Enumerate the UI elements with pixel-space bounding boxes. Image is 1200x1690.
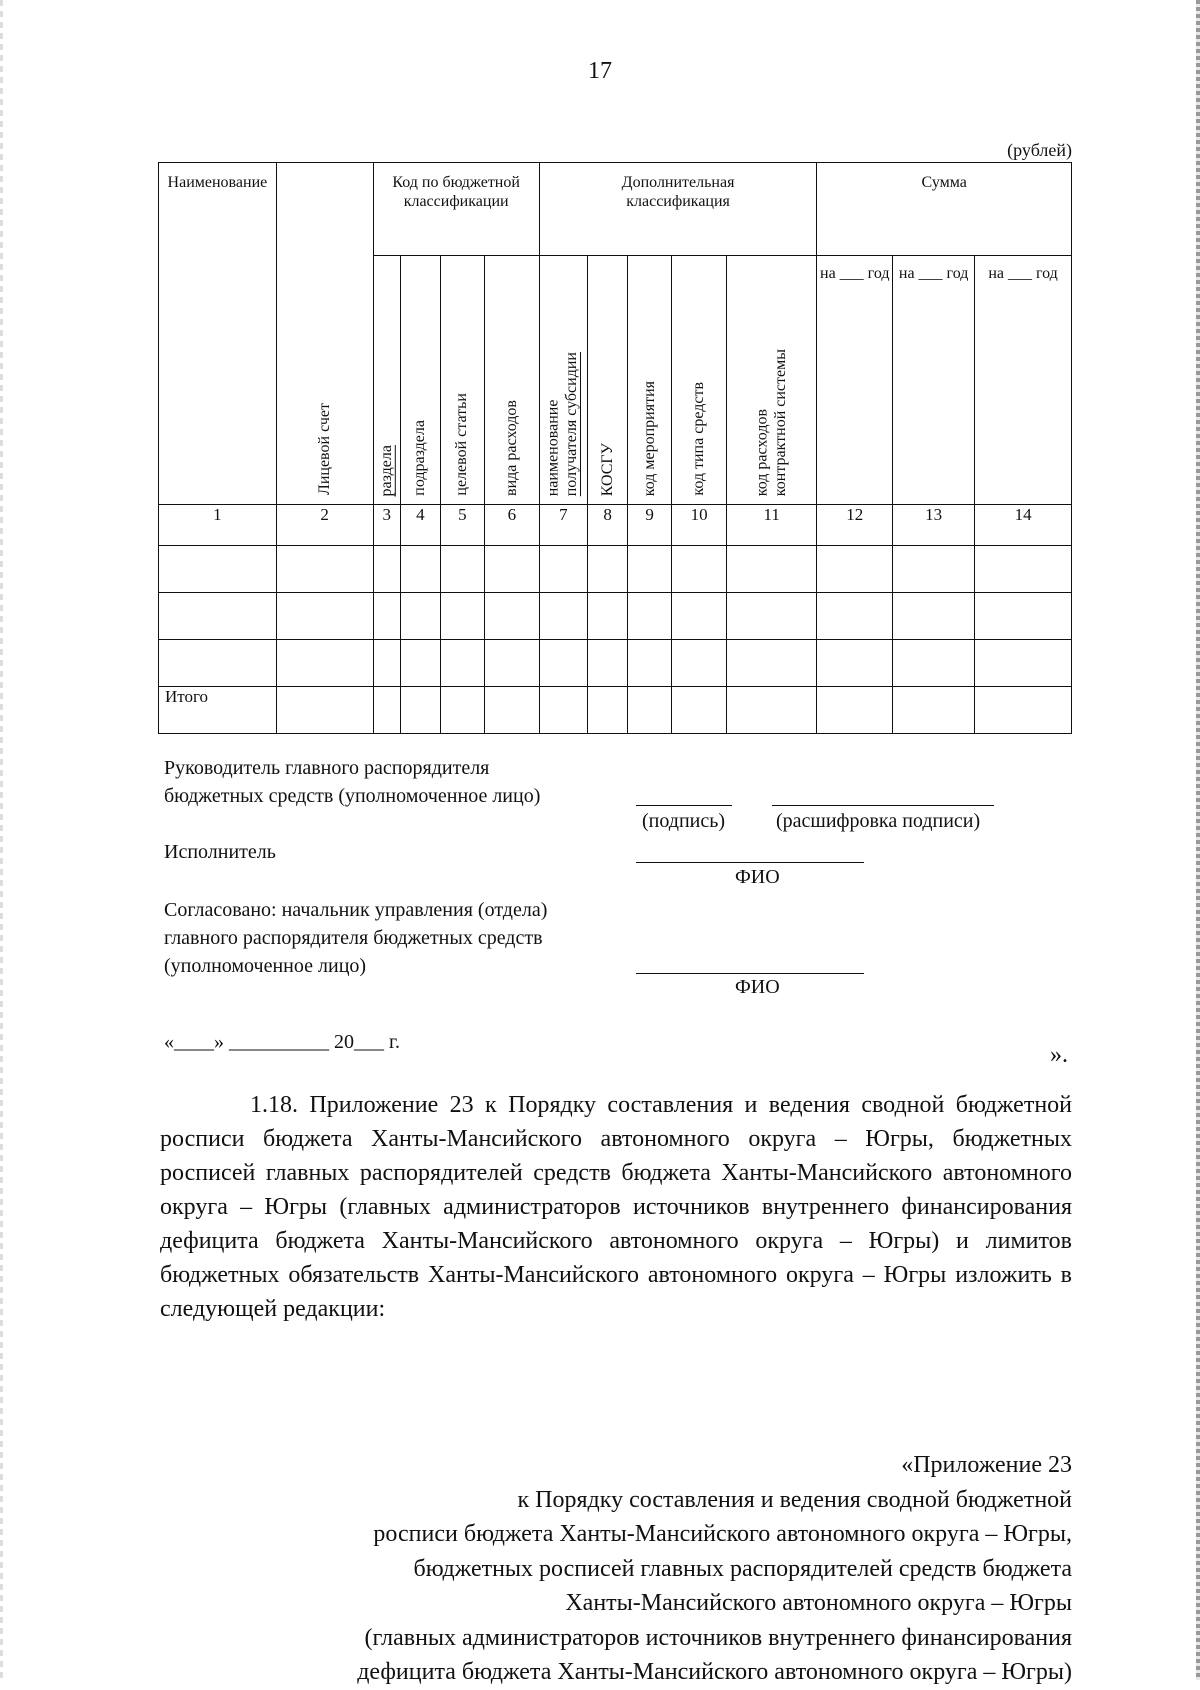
- sub-target-header: целевой статьи: [440, 256, 484, 505]
- page-number: 17: [588, 58, 612, 84]
- quote-close: ».: [1050, 1042, 1068, 1068]
- sub-fund-type-header: код типа средств: [672, 256, 727, 505]
- scan-edge-left: [0, 0, 3, 1680]
- paragraph-text: 1.18. Приложение 23 к Порядку составления и ведения сводной бюджетной росписи бюджета Ханты-Мансийского автономного округа – Югры, бюджетных росписей главных распорядителей средств бюджета Ханты-Мансийского автономного округа – Югры (главных администраторов источников внутреннего финансирования дефицита бюджета Ханты-Мансийского автономного округа – Югры) и лимитов бюджетных обязательств Ханты-Мансийского автономного округа – Югры изложить в следующей редакции:: [160, 1092, 1072, 1322]
- column-number: 5: [440, 505, 484, 546]
- sub-event-header: код мероприятия: [628, 256, 672, 505]
- year-2-header: на ___ год: [893, 256, 975, 505]
- appendix-heading: «Приложение 23 к Порядку составления и ведения сводной бюджетной росписи бюджета Ханты-Мансийского автономного округа – Югры, бюджетных росписей главных распорядителей средств бюджета Ханты-Мансийского автономного округа – Югры (главных администраторов источников внутреннего финансирования дефицита бюджета Ханты-Мансийского автономного округа – Югры): [357, 1452, 1072, 1685]
- column-number: 1: [159, 505, 277, 546]
- head-signature-label: Руководитель главного распорядителя бюджетных средств (уполномоченное лицо): [164, 757, 541, 807]
- column-number: 12: [817, 505, 893, 546]
- signature-caption: (подпись): [642, 810, 726, 832]
- table-row: [159, 593, 1072, 640]
- column-number: 11: [726, 505, 816, 546]
- budget-table: [158, 162, 1072, 734]
- column-number: 7: [539, 505, 587, 546]
- column-number: 14: [975, 505, 1072, 546]
- body-paragraph: [160, 1088, 1072, 1326]
- agreed-fio-caption: ФИО: [735, 976, 780, 998]
- table-row: [159, 640, 1072, 687]
- sub-section-header: раздела: [373, 256, 400, 505]
- sub-subsection-header: подраздела: [400, 256, 440, 505]
- column-number: 13: [893, 505, 975, 546]
- agreed-label: Согласовано: начальник управления (отдела) главного распорядителя бюджетных средств (уполномоченное лицо): [164, 899, 548, 977]
- decoding-caption: (расшифровка подписи): [776, 810, 981, 832]
- year-1-header: на ___ год: [817, 256, 893, 505]
- sub-expense-type-header: вида расходов: [485, 256, 540, 505]
- agreed-line: [636, 973, 864, 974]
- scan-edge-right: [1196, 0, 1200, 1680]
- signature-line: [636, 805, 732, 806]
- group-extra-header: Дополнительная классификация: [539, 163, 817, 256]
- header-row-groups: [159, 163, 1072, 256]
- decoding-line: [772, 805, 994, 806]
- sub-contract-header: код расходов контрактной системы: [726, 256, 816, 505]
- table-row: [159, 546, 1072, 593]
- group-sum-header: Сумма: [817, 163, 1072, 256]
- sub-kosgu-header: КОСГУ: [588, 256, 628, 505]
- column-number-row: [159, 505, 1072, 546]
- column-number: 4: [400, 505, 440, 546]
- column-number: 10: [672, 505, 727, 546]
- year-3-header: на ___ год: [975, 256, 1072, 505]
- total-row: [159, 687, 1072, 734]
- column-number: 6: [485, 505, 540, 546]
- units-label: (рублей): [1007, 140, 1072, 160]
- column-number: 3: [373, 505, 400, 546]
- sub-recipient-header: наименование получателя субсидии: [539, 256, 587, 505]
- executor-line: [636, 862, 864, 863]
- executor-fio-caption: ФИО: [735, 866, 780, 888]
- column-number: 8: [588, 505, 628, 546]
- executor-label: Исполнитель: [164, 841, 276, 863]
- total-label: Итого: [159, 687, 277, 734]
- group-budget-header: Код по бюджетной классификации: [373, 163, 539, 256]
- date-line: «____» __________ 20___ г.: [164, 1031, 400, 1053]
- column-number: 2: [276, 505, 373, 546]
- col-name-header: Наименование: [159, 163, 277, 505]
- col-account-header: Лицевой счет: [276, 163, 373, 505]
- column-number: 9: [628, 505, 672, 546]
